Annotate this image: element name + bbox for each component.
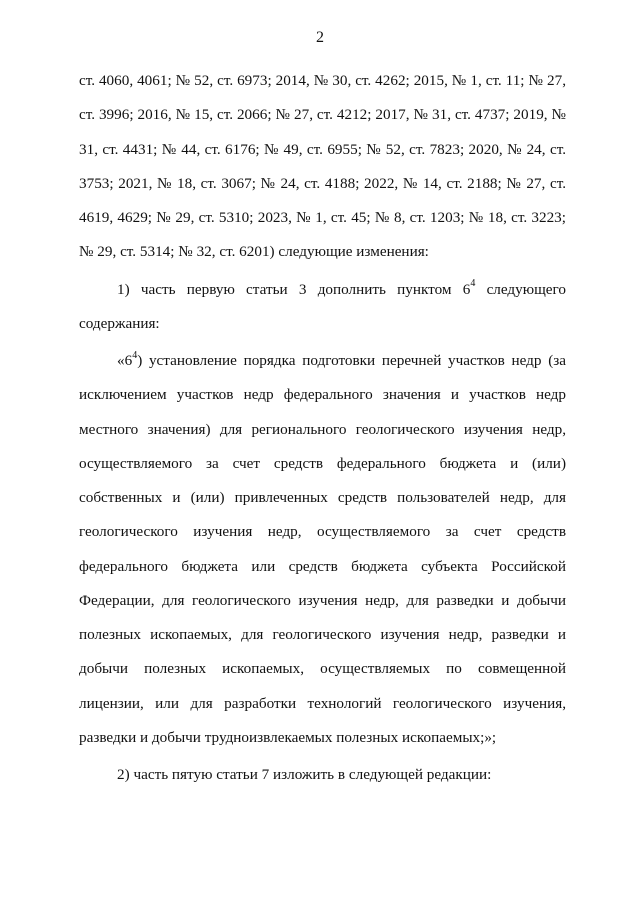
quoted-amendment-text: ) установление порядка подготовки перечней участков недр (за исключением участков недр федерального значения и участков недр местного значения) для регионального геологического изучения недр, осуществляемого за счет средств федерального бюджета и (или) собственных и (или) привлеченных средств пользователей недр, для геологического изучения недр, осуществляемого за счет средств федерального бюджета или средств бюджета субъекта Российской Федерации, для геологического изучения недр, для разведки и добычи полезных ископаемых, для геологического изучения недр, разведки и добычи полезных ископаемых, осуществляемых по совмещенной лицензии, или для разработки технологий геологического изучения, разведки и добычи трудноизвлекаемых полезных ископаемых;»; bbox=[79, 352, 566, 746]
item-1-superscript: 4 bbox=[470, 278, 476, 290]
item-2-paragraph: 2) часть пятую статьи 7 изложить в следующей редакции: bbox=[117, 766, 492, 783]
quoted-amendment-superscript: 4 bbox=[132, 349, 138, 361]
page-number: 2 bbox=[316, 29, 324, 46]
item-1-paragraph bbox=[79, 273, 566, 342]
intro-paragraph: ст. 4060, 4061; № 52, ст. 6973; 2014, № 30, ст. 4262; 2015, № 1, ст. 11; № 27, ст. 3996; 2016, № 15, ст. 2066; № 27, ст. 4212; 2017, № 31, ст. 4737; 2019, № 31, ст. 4431; № 44, ст. 6176; № 49, ст. 6955; № 52, ст. 7823; 2020, № 24, ст. 3753; 2021, № 18, ст. 3067; № 24, ст. 4188; 2022, № 14, ст. 2188; № 27, ст. 4619, 4629; № 29, ст. 5310; 2023, № 1, ст. 45; № 8, ст. 1203; № 18, ст. 3223; № 29, ст. 5314; № 32, ст. 6201) следующие изменения: bbox=[79, 72, 566, 261]
document-body bbox=[79, 64, 566, 792]
item-1-text-end: следующего содержания: bbox=[79, 280, 566, 332]
item-1-text: 1) часть первую статьи 3 дополнить пунктом 6 bbox=[117, 280, 471, 298]
quoted-amendment-open: «6 bbox=[117, 352, 133, 369]
quoted-amendment-paragraph bbox=[79, 344, 566, 755]
